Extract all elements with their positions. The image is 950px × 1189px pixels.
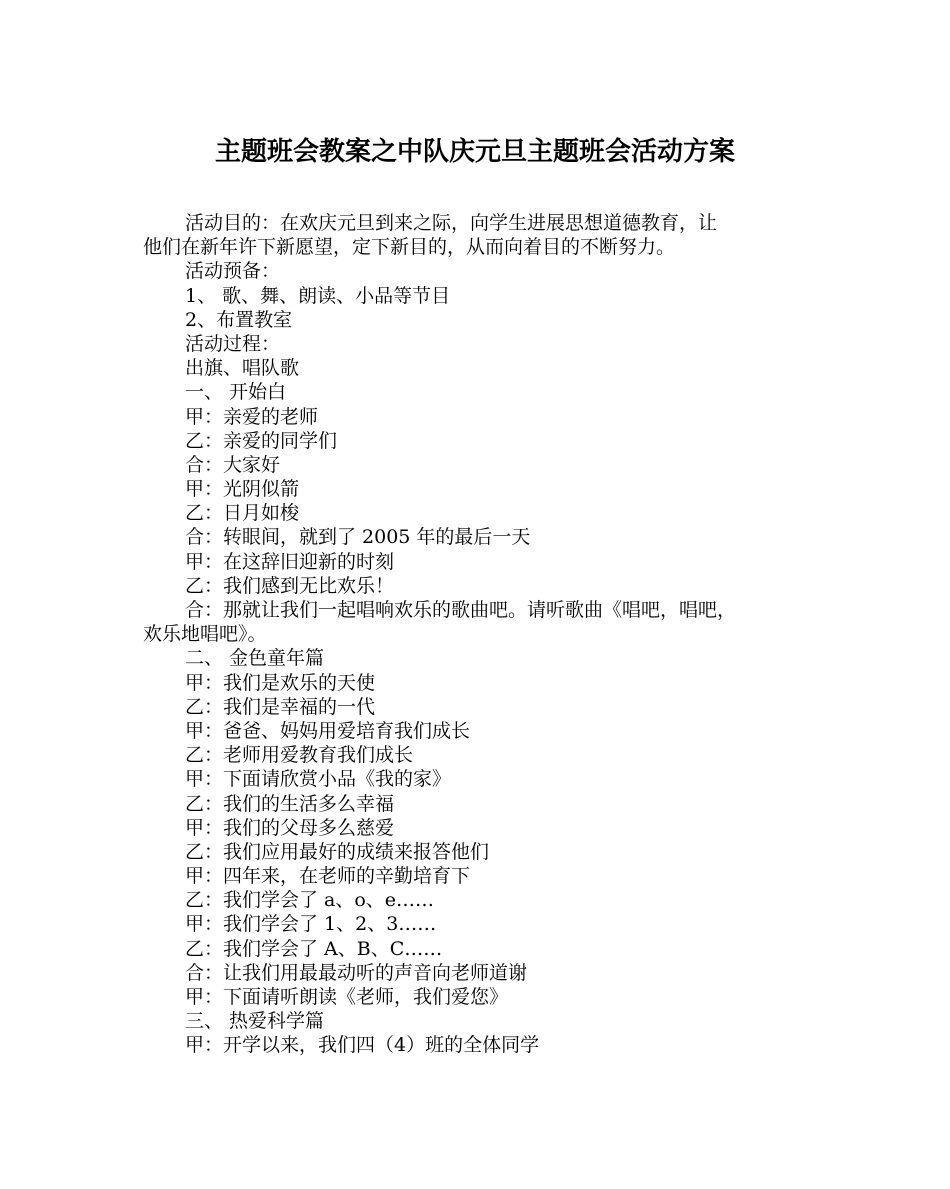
body-line: 乙：我们应用最好的成绩来报答他们	[185, 840, 490, 863]
body-line: 二、 金色童年篇	[185, 647, 325, 670]
body-line: 合：大家好	[185, 453, 281, 476]
body-line: 甲：我们学会了 1、2、3……	[185, 913, 437, 936]
body-line: 乙：我们是幸福的一代	[185, 695, 376, 718]
body-line: 欢乐地唱吧》。	[143, 623, 267, 646]
body-line: 活动过程：	[185, 332, 281, 355]
body-line: 甲：下面请听朗读《老师，我们爱您》	[185, 986, 509, 1008]
body-line: 甲：在这辞旧迎新的时刻	[185, 550, 395, 573]
body-line: 甲：开学以来，我们四（4）班的全体同学	[185, 1034, 540, 1057]
body-line: 活动预备：	[185, 260, 281, 283]
body-line: 甲：四年来，在老师的辛勤培育下	[185, 865, 471, 888]
body-line: 乙：老师用爱教育我们成长	[185, 744, 414, 767]
body-line: 甲：爸爸、妈妈用爱培育我们成长	[185, 719, 471, 742]
body-line: 出旗、唱队歌	[185, 357, 300, 380]
body-line: 乙：我们学会了 A、B、C……	[185, 937, 443, 960]
body-line: 合：让我们用最最动听的声音向老师道谢	[185, 961, 528, 984]
body-line: 合：转眼间，就到了 2005 年的最后一天	[185, 526, 531, 549]
body-line: 2、布置教室	[185, 308, 293, 331]
document-title: 主题班会教案之中队庆元旦主题班会活动方案	[214, 137, 735, 167]
body-line: 乙：日月如梭	[185, 502, 300, 525]
body-line: 乙：我们的生活多么幸福	[185, 792, 395, 815]
body-line: 甲：下面请欣赏小品《我的家》	[185, 768, 452, 791]
body-line: 甲：光阴似箭	[185, 478, 300, 501]
body-line: 1、 歌、舞、朗读、小品等节目	[185, 284, 451, 307]
body-line: 三、 热爱科学篇	[185, 1010, 325, 1033]
body-line: 乙：我们感到无比欢乐！	[185, 574, 395, 597]
body-line: 活动目的：在欢庆元旦到来之际，向学生进展思想道德教育，让	[185, 212, 718, 234]
body-line: 乙：亲爱的同学们	[185, 429, 338, 452]
body-line: 甲：亲爱的老师	[185, 405, 319, 428]
body-line: 他们在新年许下新愿望，定下新目的，从而向着目的不断努力。	[143, 236, 676, 259]
body-line: 甲：我们是欢乐的天使	[185, 671, 376, 694]
body-line: 甲：我们的父母多么慈爱	[185, 816, 395, 839]
body-line: 乙：我们学会了 a、o、e……	[185, 889, 435, 912]
body-line: 一、 开始白	[185, 381, 287, 404]
document-body	[143, 211, 833, 1058]
body-line: 合：那就让我们一起唱响欢乐的歌曲吧。请听歌曲《唱吧，唱吧，	[185, 599, 737, 621]
